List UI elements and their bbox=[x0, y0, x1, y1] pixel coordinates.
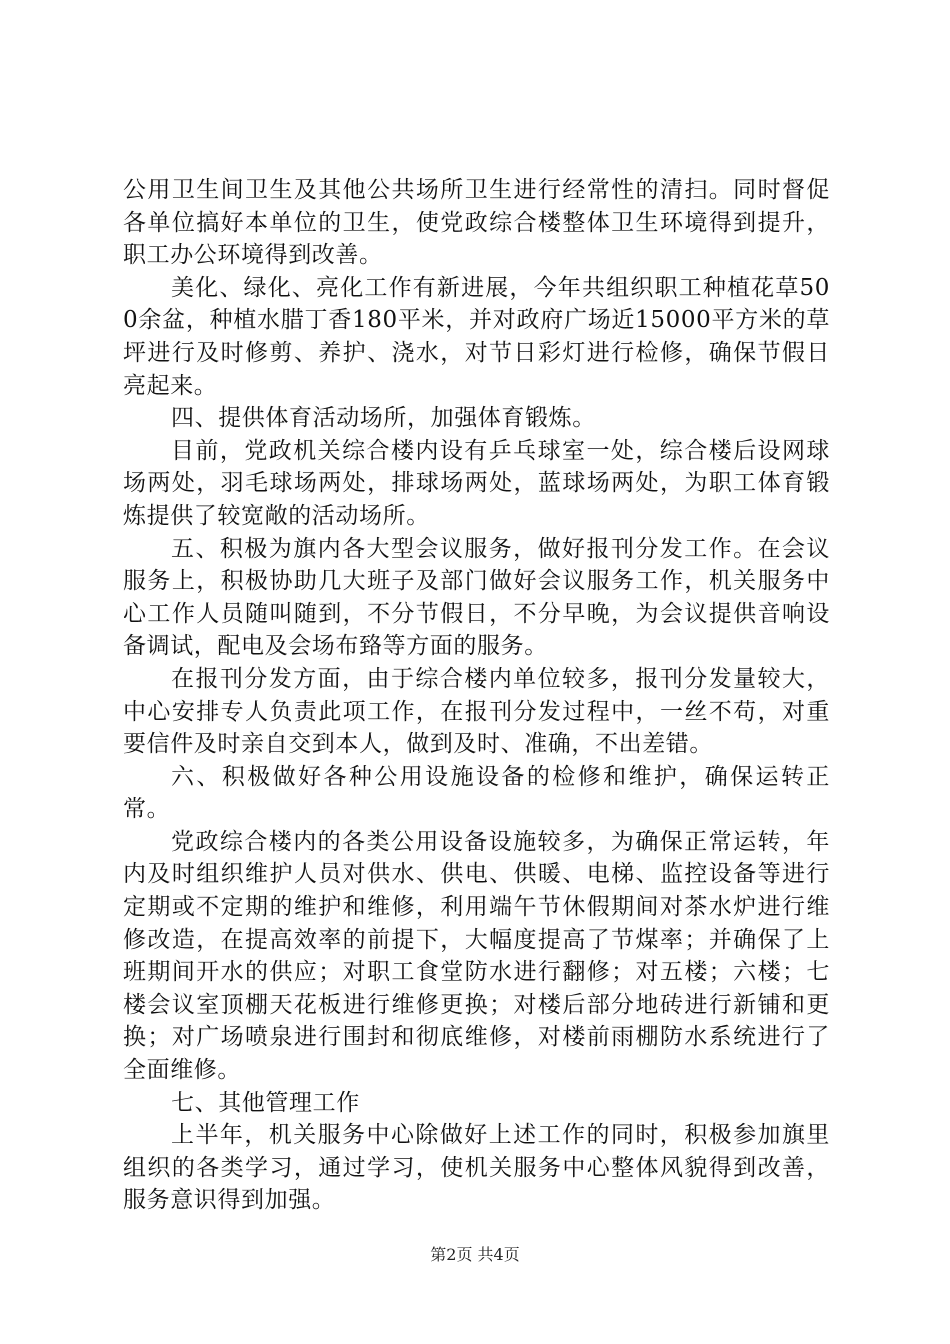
paragraph-4: 在报刊分发方面，由于综合楼内单位较多，报刊分发量较大，中心安排专人负责此项工作，在报刊分发过程中，一丝不苟，对重要信件及时亲自交到本人，做到及时、准确，不出差错。 bbox=[123, 665, 830, 758]
paragraph-1: 公用卫生间卫生及其他公共场所卫生进行经常性的清扫。同时督促各单位搞好本单位的卫生，使党政综合楼整体卫生环境得到提升，职工办公环境得到改善。 bbox=[123, 177, 830, 269]
page-footer: 第2页 共4页 bbox=[430, 1245, 520, 1264]
section-heading-6: 六、积极做好各种公用设施设备的检修和维护，确保运转正常。 bbox=[123, 763, 830, 823]
document-body bbox=[123, 174, 830, 1217]
paragraph-6: 上半年，机关服务中心除做好上述工作的同时，积极参加旗里组织的各类学习，通过学习，使机关服务中心整体风貌得到改善，服务意识得到加强。 bbox=[123, 1122, 830, 1214]
section-heading-4: 四、提供体育活动场所，加强体育锻炼。 bbox=[171, 405, 596, 432]
paragraph-2: 美化、绿化、亮化工作有新进展，今年共组织职工种植花草500余盆，种植水腊丁香180平米，并对政府广场近15000平方米的草坪进行及时修剪、养护、浇水，对节日彩灯进行检修，确保节假日亮起来。 bbox=[123, 274, 830, 399]
section-heading-7: 七、其他管理工作 bbox=[171, 1089, 360, 1116]
paragraph-3: 目前，党政机关综合楼内设有乒乓球室一处，综合楼后设网球场两处，羽毛球场两处，排球场两处，蓝球场两处，为职工体育锻炼提供了较宽敞的活动场所。 bbox=[123, 437, 830, 529]
section-heading-5: 五、积极为旗内各大型会议服务，做好报刊分发工作。在会议服务上，积极协助几大班子及部门做好会议服务工作，机关服务中心工作人员随叫随到，不分节假日，不分早晚，为会议提供音响设备调试，配电及会场布臵等方面的服务。 bbox=[123, 535, 830, 660]
paragraph-5: 党政综合楼内的各类公用设备设施较多，为确保正常运转，年内及时组织维护人员对供水、供电、供暖、电梯、监控设备等进行定期或不定期的维护和维修，利用端午节休假期间对茶水炉进行维修改造，在提高效率的前提下，大幅度提高了节煤率；并确保了上班期间开水的供应；对职工食堂防水进行翻修；对五楼；六楼；七楼会议室顶棚天花板进行维修更换；对楼后部分地砖进行新铺和更换；对广场喷泉进行围封和彻底维修，对楼前雨棚防水系统进行了全面维修。 bbox=[123, 828, 830, 1084]
